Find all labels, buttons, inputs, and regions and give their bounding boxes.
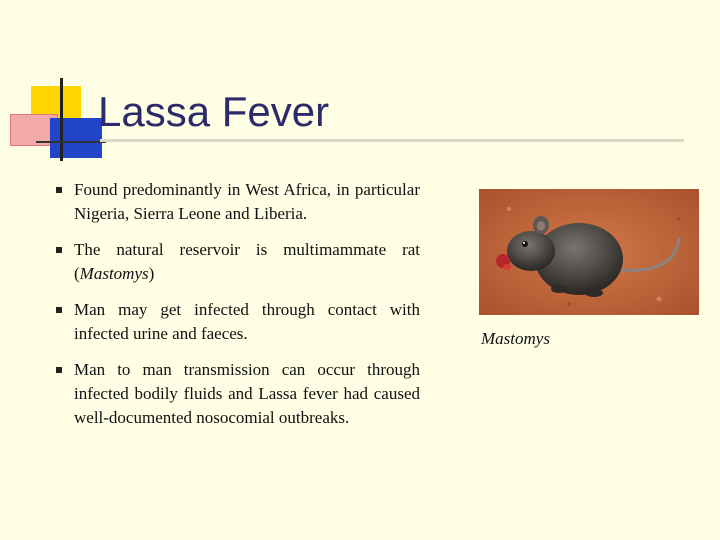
bullet-item bbox=[56, 238, 420, 286]
bullet-text bbox=[74, 240, 420, 283]
logo-blue-square bbox=[50, 118, 102, 158]
species-name: Mastomys bbox=[79, 264, 149, 283]
square-bullet-icon bbox=[56, 247, 62, 253]
bullet-list bbox=[56, 178, 420, 442]
bullet-text: Man may get infected through contact with infected urine and faeces. bbox=[74, 300, 420, 343]
logo-vertical-line bbox=[60, 78, 63, 161]
bullet-text-part: The natural reservoir is multimammate rat ( bbox=[74, 240, 420, 283]
title-underline bbox=[100, 139, 684, 142]
square-bullet-icon bbox=[56, 367, 62, 373]
square-bullet-icon bbox=[56, 307, 62, 313]
bullet-item bbox=[56, 178, 420, 226]
square-bullet-icon bbox=[56, 187, 62, 193]
slide-title: Lassa Fever bbox=[98, 88, 330, 135]
bullet-item bbox=[56, 358, 420, 430]
bullet-item bbox=[56, 298, 420, 346]
bullet-text-part: ) bbox=[148, 264, 155, 283]
logo-horizontal-line bbox=[36, 141, 106, 143]
bullet-text: Man to man transmission can occur through infected bodily fluids and Lassa fever had caused well-documented nosocomial outbreaks. bbox=[74, 360, 420, 427]
bullet-text: Found predominantly in West Africa, in particular Nigeria, Sierra Leone and Liberia. bbox=[74, 180, 420, 223]
image-caption: Mastomys bbox=[481, 329, 550, 348]
mastomys-rat-photo bbox=[479, 189, 699, 315]
